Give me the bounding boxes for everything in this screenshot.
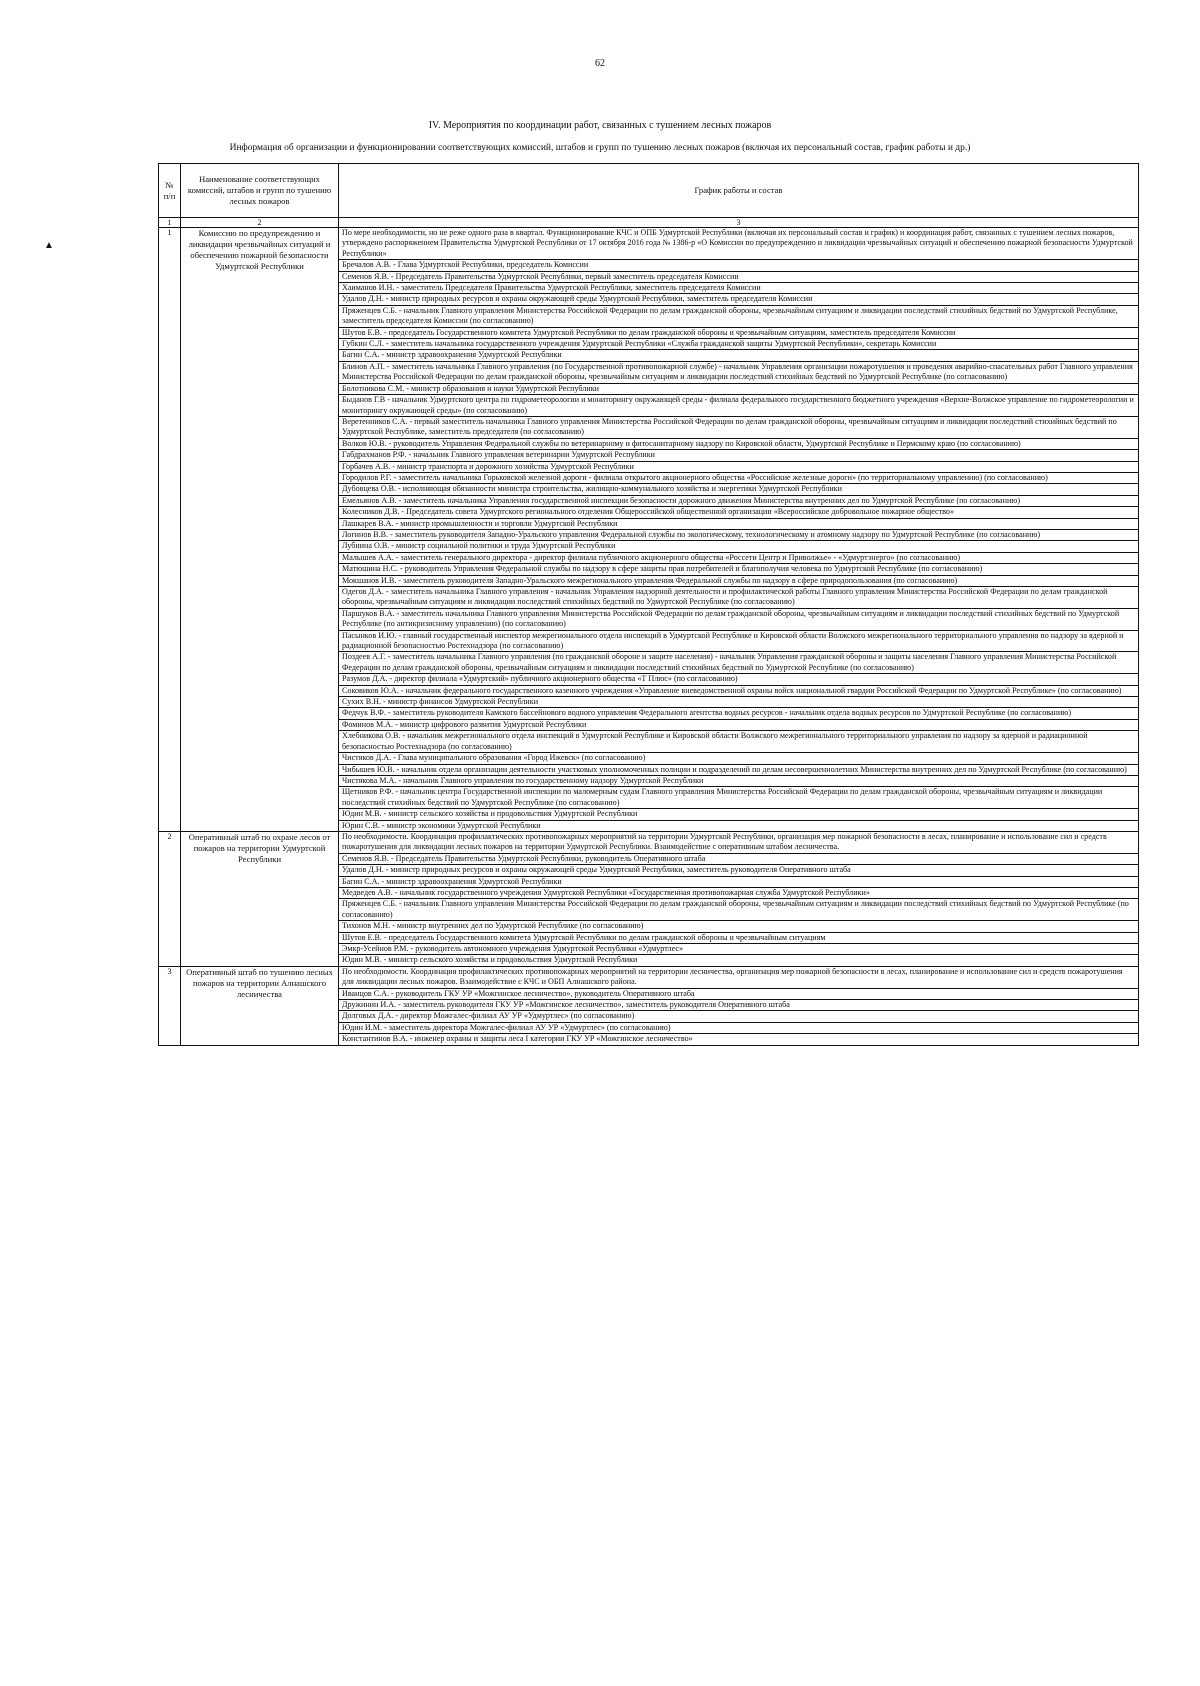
member-cell: Габдрахманов Р.Ф. - начальник Главного управления ветеринарии Удмуртской Республики bbox=[339, 450, 1139, 461]
commissions-table bbox=[158, 163, 1139, 1046]
column-number: 3 bbox=[339, 218, 1139, 228]
member-cell: Малышев А.А. - заместитель генерального директора - директор филиала публичного акционерного общества «Россети Центр и Приволжье» - «Удмуртэнерго» (по согласованию) bbox=[339, 552, 1139, 563]
member-cell: Веретенников С.А. - первый заместитель начальника Главного управления Министерства Российской Федерации по делам гражданской обороны, чрезвычайным ситуациям и ликвидации последствий стихийных бедствий по Удмуртской Республике, заместитель председателя (по согласованию) bbox=[339, 416, 1139, 438]
member-cell: Удалов Д.Н. - министр природных ресурсов и охраны окружающей среды Удмуртской Республики, заместитель председателя Комиссии bbox=[339, 294, 1139, 305]
group-name: Оперативный штаб по тушению лесных пожаров на территории Алнашского лесничества bbox=[181, 966, 339, 1045]
member-cell: Бречалов А.В. - Глава Удмуртской Республики, председатель Комиссии bbox=[339, 260, 1139, 271]
table-subtitle: Информация об организации и функционировании соответствующих комиссий, штабов и групп по тушению лесных пожаров (включая их персональный состав, график работы и др.) bbox=[229, 143, 971, 153]
column-number-row bbox=[159, 218, 1139, 228]
member-cell: Хаиманов И.Н. - заместитель Председателя Правительства Удмуртской Республики, заместитель председателя Комиссии bbox=[339, 283, 1139, 294]
member-cell: Хлебникова О.В. - начальник межрегионального отдела инспекций в Удмуртской Республике и Кировской области Волжского межрегионального территориального управления по надзору за ядерной и радиационной безопасностью Ростехнадзора (по согласованию) bbox=[339, 731, 1139, 753]
member-cell: Лубнина О.В. - министр социальной политики и труда Удмуртской Республики bbox=[339, 541, 1139, 552]
group-number: 1 bbox=[159, 228, 181, 832]
member-cell: Пряженцев С.Б. - начальник Главного управления Министерства Российской Федерации по делам гражданской обороны, чрезвычайным ситуациям и ликвидации последствий стихийных бедствий по Удмуртской Республике (по согласованию) bbox=[339, 899, 1139, 921]
member-cell: Пряженцев С.Б. - начальник Главного управления Министерства Российской Федерации по делам гражданской обороны, чрезвычайным ситуациям и ликвидации последствий стихийных бедствий по Удмуртской Республике, заместитель председателя Комиссии (по согласованию) bbox=[339, 305, 1139, 327]
member-cell: Щетников Р.Ф. - начальник центра Государственной инспекции по маломерным судам Главного управления Министерства Российской Федерации по делам гражданской обороны, чрезвычайным ситуациям и ликвидации последствий стихийных бедствий по Удмуртской Республике (по согласованию) bbox=[339, 787, 1139, 809]
member-cell: Чистяков Д.А. - Глава муниципального образования «Город Ижевск» (по согласованию) bbox=[339, 753, 1139, 764]
member-cell: Медведев А.В. - начальник государственного учреждения Удмуртской Республики «Государственная противопожарная служба Удмуртской Республики» bbox=[339, 887, 1139, 898]
group-number: 3 bbox=[159, 966, 181, 1045]
member-cell: Мокшанов И.В. - заместитель руководителя Западно-Уральского межрегионального управления Федеральной службы по надзору в сфере природопользования (по согласованию) bbox=[339, 575, 1139, 586]
member-cell: Багин С.А. - министр здравоохранения Удмуртской Республики bbox=[339, 876, 1139, 887]
table-row bbox=[159, 228, 1139, 260]
column-number: 2 bbox=[181, 218, 339, 228]
member-cell: Шутов Е.В. - председатель Государственного комитета Удмуртской Республики по делам гражданской обороны и чрезвычайным ситуациям bbox=[339, 932, 1139, 943]
group-number: 2 bbox=[159, 831, 181, 966]
member-cell: Юрин С.В. - министр экономики Удмуртской Республики bbox=[339, 820, 1139, 831]
member-cell: Чибышев Ю.В. - начальник отдела организации деятельности участковых уполномоченных полиции и подразделений по делам несовершеннолетних Министерства внутренних дел по Удмуртской Республике (по согласованию) bbox=[339, 764, 1139, 775]
member-cell: Иванцов С.А. - руководитель ГКУ УР «Можгинское лесничество», руководитель Оперативного штаба bbox=[339, 988, 1139, 999]
member-cell: Матюшина Н.С. - руководитель Управления Федеральной службы по надзору в сфере защиты прав потребителей и благополучия человека по Удмуртской Республике (по согласованию) bbox=[339, 564, 1139, 575]
table-body bbox=[159, 228, 1139, 1046]
schedule-cell: По мере необходимости, но не реже одного раза в квартал. Функционирование КЧС и ОПБ Удмуртской Республики (включая их персональный состав и график) и координация работ, связанных с тушением лесных пожаров, утверждено распоряжением Правительства Удмуртской Республики от 17 октября 2016 года № 1386-р «О Комиссии по предупреждению и ликвидации чрезвычайных ситуаций и обеспечению пожарной безопасности Удмуртской Республики» bbox=[339, 228, 1139, 260]
member-cell: Соковиков Ю.А. - начальник федерального государственного казенного учреждения «Управление вневедомственной охраны войск национальной гвардии Российской Федерации по Удмуртской Республике» (по согласованию) bbox=[339, 685, 1139, 696]
member-cell: Лашкарев В.А. - министр промышленности и торговли Удмуртской Республики bbox=[339, 518, 1139, 529]
page-number: 62 bbox=[595, 58, 605, 69]
group-name: Комиссию по предупреждению и ликвидации чрезвычайных ситуаций и обеспечению пожарной безопасности Удмуртской Республики bbox=[181, 228, 339, 832]
member-cell: Сухих В.Н. - министр финансов Удмуртской Республики bbox=[339, 697, 1139, 708]
member-cell: Городилов Р.Г. - заместитель начальника Горьковской железной дороги - филиала открытого акционерного общества «Российские железные дороги» (по территориальному управлению) (по согласованию) bbox=[339, 472, 1139, 483]
margin-mark: ▲ bbox=[44, 240, 54, 251]
member-cell: Дубовцева О.В. - исполняющая обязанности министра строительства, жилищно-коммунального хозяйства и энергетики Удмуртской Республики bbox=[339, 484, 1139, 495]
schedule-cell: По необходимости. Координация профилактических противопожарных мероприятий на территории лесничества, организация мер пожарной безопасности в лесах, планирование и использование сил и средств пожаротушения для ликвидации лесных пожаров. Взаимодействие с КЧС и ОБП Алнашского района. bbox=[339, 966, 1139, 988]
member-cell: Долговых Д.А. - директор Можгалес-филиал АУ УР «Удмуртлес» (по согласованию) bbox=[339, 1011, 1139, 1022]
header-schedule: График работы и состав bbox=[339, 164, 1139, 218]
member-cell: Шутов Е.В. - председатель Государственного комитета Удмуртской Республики по делам гражданской обороны и чрезвычайным ситуациям, заместитель председателя Комиссии bbox=[339, 327, 1139, 338]
member-cell: Федчук В.Ф. - заместитель руководителя Камского бассейнового водного управления Федерального агентства водных ресурсов - начальник отдела водных ресурсов по Удмуртской Республике (по согласованию) bbox=[339, 708, 1139, 719]
member-cell: Эмкр-Усейнов Р.М. - руководитель автономного учреждения Удмуртской Республики «Удмуртлес» bbox=[339, 944, 1139, 955]
member-cell: Фоминов М.А. - министр цифрового развития Удмуртской Республики bbox=[339, 719, 1139, 730]
schedule-cell: По необходимости. Координация профилактических противопожарных мероприятий на территории Удмуртской Республики, организация мер пожарной безопасности в лесах, планирование и использование сил и средств пожаротушения для ликвидации лесных пожаров на территории Удмуртской Республики. Взаимодействие с оперативным штабом лесничества. bbox=[339, 831, 1139, 853]
member-cell: Емельянов А.В. - заместитель начальника Управления государственной инспекции безопасности дорожного движения Министерства внутренних дел по Удмуртской Республике (по согласованию) bbox=[339, 495, 1139, 506]
member-cell: Логинов В.В. - заместитель руководителя Западно-Уральского управления Федеральной службы по экологическому, технологическому и атомному надзору по Удмуртской Республике (по согласованию) bbox=[339, 529, 1139, 540]
member-cell: Разумов Д.А. - директор филиала «Удмуртский» публичного акционерного общества «Т Плюс» (по согласованию) bbox=[339, 674, 1139, 685]
member-cell: Удалов Д.Н. - министр природных ресурсов и охраны окружающей среды Удмуртской Республики, заместитель руководителя Оперативного штаба bbox=[339, 865, 1139, 876]
member-cell: Юдин М.В. - министр сельского хозяйства и продовольствия Удмуртской Республики bbox=[339, 809, 1139, 820]
member-cell: Одегов Д.А. - заместитель начальника Главного управления - начальник Управления надзорной деятельности и профилактической работы Главного управления Министерства Российской Федерации по делам гражданской обороны, чрезвычайным ситуациям и ликвидации последствий стихийных бедствий по Удмуртской Республике (по согласованию) bbox=[339, 587, 1139, 609]
header-num: № п/п bbox=[159, 164, 181, 218]
table-row bbox=[159, 966, 1139, 988]
column-number: 1 bbox=[159, 218, 181, 228]
member-cell: Горбачев А.В. - министр транспорта и дорожного хозяйства Удмуртской Республики bbox=[339, 461, 1139, 472]
member-cell: Дружинин И.А. - заместитель руководителя ГКУ УР «Можгинское лесничество», заместитель руководителя Оперативного штаба bbox=[339, 1000, 1139, 1011]
member-cell: Семенов Я.В. - Председатель Правительства Удмуртской Республики, первый заместитель председателя Комиссии bbox=[339, 271, 1139, 282]
member-cell: Юдин М.В. - министр сельского хозяйства и продовольствия Удмуртской Республики bbox=[339, 955, 1139, 966]
member-cell: Колесников Д.В. - Председатель совета Удмуртского регионального отделения Общероссийской общественной организации «Всероссийское добровольное пожарное общество» bbox=[339, 507, 1139, 518]
member-cell: Волков Ю.В. - руководитель Управления Федеральной службы по ветеринарному и фитосанитарному надзору по Кировской области, Удмуртской Республике и Пермскому краю (по согласованию) bbox=[339, 438, 1139, 449]
group-name: Оперативный штаб по охране лесов от пожаров на территории Удмуртской Республики bbox=[181, 831, 339, 966]
member-cell: Багин С.А. - министр здравоохранения Удмуртской Республики bbox=[339, 350, 1139, 361]
member-cell: Константинов В.А. - инженер охраны и защиты леса I категории ГКУ УР «Можгинское лесничество» bbox=[339, 1034, 1139, 1045]
member-cell: Поздеев А.Г. - заместитель начальника Главного управления (по гражданской обороне и защите населения) - начальник Управления гражданской обороны и защиты населения Главного управления Министерства Российской Федерации по делам гражданской обороны, чрезвычайным ситуациям и ликвидации последствий стихийных бедствий по Удмуртской Республике (по согласованию) bbox=[339, 652, 1139, 674]
member-cell: Болотникова С.М. - министр образования и науки Удмуртской Республики bbox=[339, 383, 1139, 394]
member-cell: Паршуков В.А. - заместитель начальника Главного управления Министерства Российской Федерации по делам гражданской обороны, чрезвычайным ситуациям и ликвидации последствий стихийных бедствий по Удмуртской Республике (по антикризисному управлению) (по согласованию) bbox=[339, 608, 1139, 630]
member-cell: Блинов А.П. - заместитель начальника Главного управления (по Государственной противопожарной службе) - начальник Управления организации пожаротушения и проведения аварийно-спасательных работ Главного управления Министерства Российской Федерации по делам гражданской обороны, чрезвычайным ситуациям и ликвидации последствий стихийных бедствий по Удмуртской Республике (по согласованию) bbox=[339, 361, 1139, 383]
member-cell: Пасынков И.Ю. - главный государственный инспектор межрегионального отдела инспекций в Удмуртской Республике и Кировской области Волжского межрегионального территориального управления по надзору за ядерной и радиационной безопасностью Ростехнадзора (по согласованию) bbox=[339, 630, 1139, 652]
member-cell: Губкин С.Л. - заместитель начальника государственного учреждения Удмуртской Республики «Служба гражданской защиты Удмуртской Республики», секретарь Комиссии bbox=[339, 339, 1139, 350]
member-cell: Чистякова М.А. - начальник Главного управления по государственному надзору Удмуртской Республики bbox=[339, 775, 1139, 786]
header-name: Наименование соответствующих комиссий, штабов и групп по тушению лесных пожаров bbox=[181, 164, 339, 218]
member-cell: Семенов Я.В. - Председатель Правительства Удмуртской Республики, руководитель Оперативного штаба bbox=[339, 853, 1139, 864]
table-row bbox=[159, 831, 1139, 853]
member-cell: Быданов Г.В - начальник Удмуртского центра по гидрометеорологии и мониторингу окружающей среды - филиала федерального государственного бюджетного учреждения «Верхне-Волжское управление по гидрометеорологии и мониторингу окружающей среды» (по согласованию) bbox=[339, 395, 1139, 417]
table-header-row bbox=[159, 164, 1139, 218]
member-cell: Тихонов М.Н. - министр внутренних дел по Удмуртской Республике (по согласованию) bbox=[339, 921, 1139, 932]
member-cell: Юдин И.М. - заместитель директора Можгалес-филиал АУ УР «Удмуртлес» (по согласованию) bbox=[339, 1022, 1139, 1033]
section-title: IV. Мероприятия по координации работ, связанных с тушением лесных пожаров bbox=[428, 120, 772, 131]
